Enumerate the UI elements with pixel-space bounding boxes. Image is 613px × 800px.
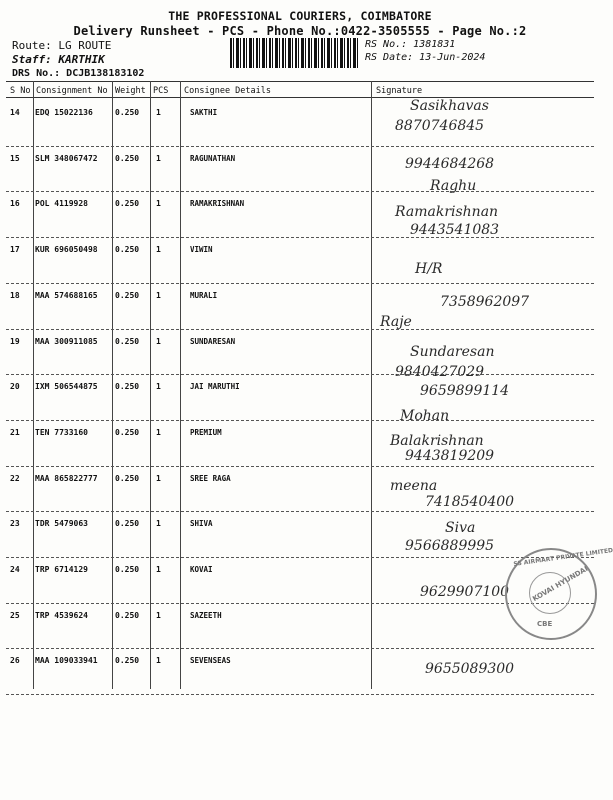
row-weight: 0.250: [115, 565, 140, 574]
table-row: [0, 428, 600, 474]
col-header-weight: Weight: [115, 86, 146, 96]
table-row: [0, 199, 600, 245]
row-consignment: IXM 506544875: [35, 382, 98, 392]
row-consignee: SAKTHI: [190, 108, 218, 117]
signature-phone: Raje: [380, 314, 412, 330]
seal-bottom: CBE: [537, 620, 553, 628]
row-consignee: RAGUNATHAN: [190, 153, 236, 163]
row-weight: 0.250: [115, 290, 140, 300]
company-seal: [505, 547, 613, 640]
row-consignee: RAMAKRISHNAN: [190, 199, 245, 209]
row-pcs: 1: [156, 290, 161, 300]
row-pcs: 1: [156, 656, 161, 666]
row-consignment: TRP 4539624: [35, 610, 88, 620]
col-header-signature: Signature: [376, 86, 423, 96]
table-row: [0, 154, 600, 200]
table-row: [0, 337, 600, 383]
seal-text: SS AIRMART PRIVATE LIMITED: [513, 547, 613, 568]
row-sno: 26: [10, 656, 20, 666]
row-weight: 0.250: [115, 656, 140, 666]
row-pcs: 1: [156, 473, 161, 483]
row-consignee: SEVENSEAS: [190, 656, 231, 666]
row-consignee: MURALI: [190, 290, 218, 300]
row-sno: 15: [10, 153, 20, 163]
row-consignee: SUNDARESAN: [190, 336, 236, 346]
rs-number: RS No.: 1381831: [365, 39, 456, 50]
row-sno: 25: [10, 610, 20, 620]
signature-phone: 9566889995: [405, 538, 495, 554]
company-title: THE PROFESSIONAL COURIERS, COIMBATORE: [168, 9, 432, 23]
row-pcs: 1: [156, 565, 161, 574]
row-pcs: 1: [156, 336, 161, 346]
table-header-rule: [6, 97, 594, 98]
signature-phone: 9629907100: [420, 584, 510, 600]
signature-text: Sundaresan: [410, 344, 495, 360]
runsheet-subtitle: Delivery Runsheet - PCS - Phone No.:0422-3505555 - Page No.:2: [73, 24, 527, 38]
row-consignee: SHIVA: [190, 519, 213, 529]
row-sno: 20: [10, 382, 20, 392]
row-sno: 22: [10, 473, 20, 483]
row-separator: [6, 420, 594, 421]
row-pcs: 1: [156, 427, 161, 437]
signature-phone: 9655089300: [425, 661, 515, 677]
signature-phone: 9840427029: [395, 364, 485, 380]
row-consignment: SLM 348067472: [35, 153, 98, 163]
row-pcs: 1: [156, 610, 161, 620]
row-consignee: PREMIUM: [190, 427, 222, 437]
signature-phone: Raghu: [430, 178, 477, 194]
signature-text: 9944684268: [405, 156, 495, 172]
row-consignment: EDQ 15022136: [35, 108, 93, 117]
row-sno: 18: [10, 290, 20, 300]
signature-text: H/R: [415, 261, 443, 277]
staff-label: Staff: KARTHIK: [12, 53, 105, 66]
table-row: [0, 611, 600, 657]
table-row: [0, 382, 600, 428]
row-consignment: MAA 109033941: [35, 656, 98, 666]
table-top-rule: [6, 81, 594, 82]
row-sno: 17: [10, 245, 20, 255]
row-consignee: JAI MARUTHI: [190, 382, 240, 392]
row-sno: 23: [10, 519, 20, 529]
row-consignment: MAA 300911085: [35, 336, 98, 346]
barcode-image: [230, 38, 360, 68]
row-separator: [6, 191, 594, 192]
row-consignment: MAA 865822777: [35, 473, 98, 483]
row-consignment: MAA 574688165: [35, 290, 98, 300]
row-weight: 0.250: [115, 473, 140, 483]
row-weight: 0.250: [115, 245, 140, 255]
row-consignment: POL 4119928: [35, 199, 88, 209]
row-separator: [6, 511, 594, 512]
row-weight: 0.250: [115, 108, 140, 117]
signature-phone: 7418540400: [425, 494, 515, 510]
row-separator: [6, 374, 594, 375]
row-separator: [6, 466, 594, 467]
drs-number: DRS No.: DCJB138183102: [12, 68, 145, 79]
row-separator: [6, 648, 594, 649]
col-header-consignment: Consignment No: [36, 86, 108, 96]
row-sno: 16: [10, 199, 20, 209]
row-pcs: 1: [156, 108, 161, 117]
row-weight: 0.250: [115, 610, 140, 620]
row-weight: 0.250: [115, 519, 140, 529]
row-consignment: KUR 696050498: [35, 245, 98, 255]
row-pcs: 1: [156, 519, 161, 529]
row-separator: [6, 283, 594, 284]
row-sno: 14: [10, 108, 20, 117]
signature-text: Siva: [445, 520, 476, 536]
signature-text: 9659899114: [420, 383, 510, 399]
row-consignee: SREE RAGA: [190, 473, 231, 483]
row-sno: 21: [10, 427, 20, 437]
row-pcs: 1: [156, 153, 161, 163]
row-consignment: TEN 7733160: [35, 427, 88, 437]
col-header-pcs: PCS: [153, 86, 169, 96]
row-consignee: VIWIN: [190, 245, 213, 255]
row-weight: 0.250: [115, 427, 140, 437]
signature-phone: Mohan: [400, 408, 450, 424]
rs-date: RS Date: 13-Jun-2024: [365, 52, 486, 63]
row-separator: [6, 557, 594, 558]
signature-phone: 8870746845: [395, 118, 485, 134]
row-consignee: SAZEETH: [190, 610, 222, 620]
row-weight: 0.250: [115, 336, 140, 346]
route-label: Route: LG ROUTE: [12, 39, 112, 52]
row-consignment: TRP 6714129: [35, 565, 88, 574]
signature-phone: 9443819209: [405, 448, 495, 464]
signature-text: meena: [390, 478, 438, 494]
signature-text: Sasikhavas: [410, 98, 489, 114]
signature-text: Balakrishnan: [390, 433, 484, 449]
row-consignment: TDR 5479063: [35, 519, 88, 529]
col-header-consignee: Consignee Details: [184, 86, 271, 96]
row-pcs: 1: [156, 199, 161, 209]
signature-text: Ramakrishnan: [395, 204, 499, 220]
row-separator: [6, 146, 594, 147]
seal-city: KOVAI HYUNDAI: [531, 564, 590, 604]
row-consignee: KOVAI: [190, 565, 213, 574]
row-weight: 0.250: [115, 199, 140, 209]
row-separator: [6, 329, 594, 330]
table-row: [0, 245, 600, 291]
row-sno: 19: [10, 336, 20, 346]
table-row: [0, 108, 600, 154]
col-header-sno: S No: [10, 86, 31, 96]
row-pcs: 1: [156, 245, 161, 255]
row-separator: [6, 694, 594, 695]
table-row: [0, 519, 600, 565]
signature-phone: 9443541083: [410, 222, 500, 238]
row-sno: 24: [10, 565, 20, 574]
row-weight: 0.250: [115, 382, 140, 392]
row-pcs: 1: [156, 382, 161, 392]
signature-text: 7358962097: [440, 294, 530, 310]
row-separator: [6, 237, 594, 238]
row-weight: 0.250: [115, 153, 140, 163]
